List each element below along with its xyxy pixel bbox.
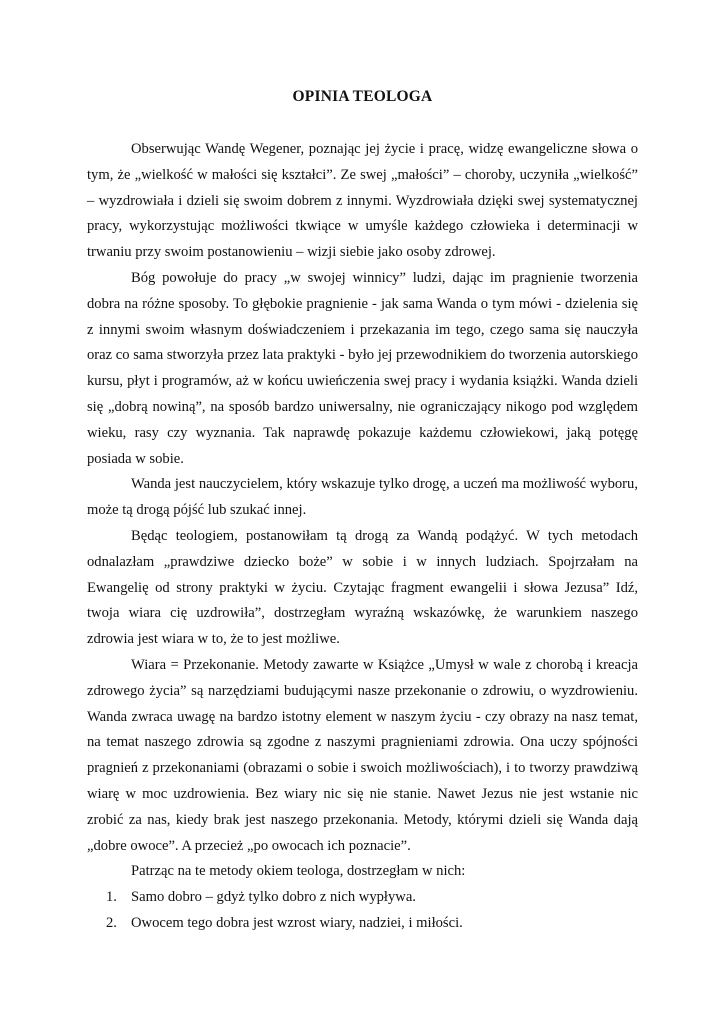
paragraph-1: Obserwując Wandę Wegener, poznając jej życie i pracę, widzę ewangeliczne słowa o tym, że „wielkość w małości się kształci”. Ze swej „małości” – choroby, uczyniła „wielkość” – wyzdrowiała i dzieli się swoim dobrem z innymi. Wyzdrowiała dzięki swej systematycznej pracy, wykorzystując możliwości tkwiące w umyśle każdego człowieka i determinacji w trwaniu przy swoim postanowieniu – wizji siebie jako osoby zdrowej. (87, 141, 638, 261)
paragraph-5: Wiara = Przekonanie. Metody zawarte w Książce „Umysł w wale z chorobą i kreacja zdrowego życia” są narzędziami budującymi nasze przekonanie o zdrowiu, o wyzdrowieniu. Wanda zwraca uwagę na bardzo istotny element w naszym życiu - czy obrazy na nasz temat, na temat naszego zdrowia są zgodne z naszymi pragnieniami zdrowia. Ona uczy spójności pragnień z przekonaniami (obrazami o sobie i swoich możliwościach), i to tworzy prawdziwą wiarę w moc uzdrowienia. Bez wiary nic się nie stanie. Nawet Jezus nie jest wstanie nic zrobić za nas, kiedy brak jest naszego przekonania. Metody, którymi dzieli się Wanda dają „dobre owoce”. A przecież „po owocach ich poznacie”. (87, 656, 638, 854)
list-item-text: Samo dobro – gdyż tylko dobro z nich wypływa. (131, 889, 416, 906)
list-item (87, 885, 638, 911)
list-item-number: 2. (106, 914, 117, 931)
list-item (87, 911, 638, 937)
paragraph-6: Patrząc na te metody okiem teologa, dostrzegłam w nich: (131, 863, 466, 880)
list-item-number: 1. (106, 889, 117, 906)
document-title: OPINIA TEOLOGA (292, 88, 433, 105)
list-item-text: Owocem tego dobra jest wzrost wiary, nadziei, i miłości. (131, 914, 463, 931)
numbered-list (87, 885, 638, 937)
paragraph-2: Bóg powołuje do pracy „w swojej winnicy” ludzi, dając im pragnienie tworzenia dobra na różne sposoby. To głębokie pragnienie - jak sama Wanda o tym mówi - dzielenia się z innymi swoim własnym doświadczeniem i przekazania im tego, czego sama się nauczyła oraz co sama stworzyła przez lata praktyki - było jej przewodnikiem do tworzenia autorskiego kursu, płyt i programów, aż w końcu uwieńczenia swej pracy i wydania książki. Wanda dzieli się „dobrą nowiną”, na sposób bardzo uniwersalny, nie ograniczający nikogo pod względem wieku, rasy czy wyznania. Tak naprawdę pokazuje każdemu człowiekowi, jaką potęgę posiada w sobie. (87, 269, 638, 467)
paragraph-4: Będąc teologiem, postanowiłam tą drogą za Wandą podążyć. W tych metodach odnalazłam „prawdziwe dziecko boże” w sobie i w innych ludziach. Spojrzałam na Ewangelię od strony praktyki w życiu. Czytając fragment ewangelii i słowa Jezusa” Idź, twoja wiara cię uzdrowiła”, dostrzegłam wyraźną wskazówkę, że warunkiem naszego zdrowia jest wiara w to, że to jest możliwe. (87, 527, 638, 648)
document-body (87, 137, 638, 937)
paragraph-3: Wanda jest nauczycielem, który wskazuje tylko drogę, a uczeń ma możliwość wyboru, może tą drogą pójść lub szukać innej. (87, 476, 638, 519)
